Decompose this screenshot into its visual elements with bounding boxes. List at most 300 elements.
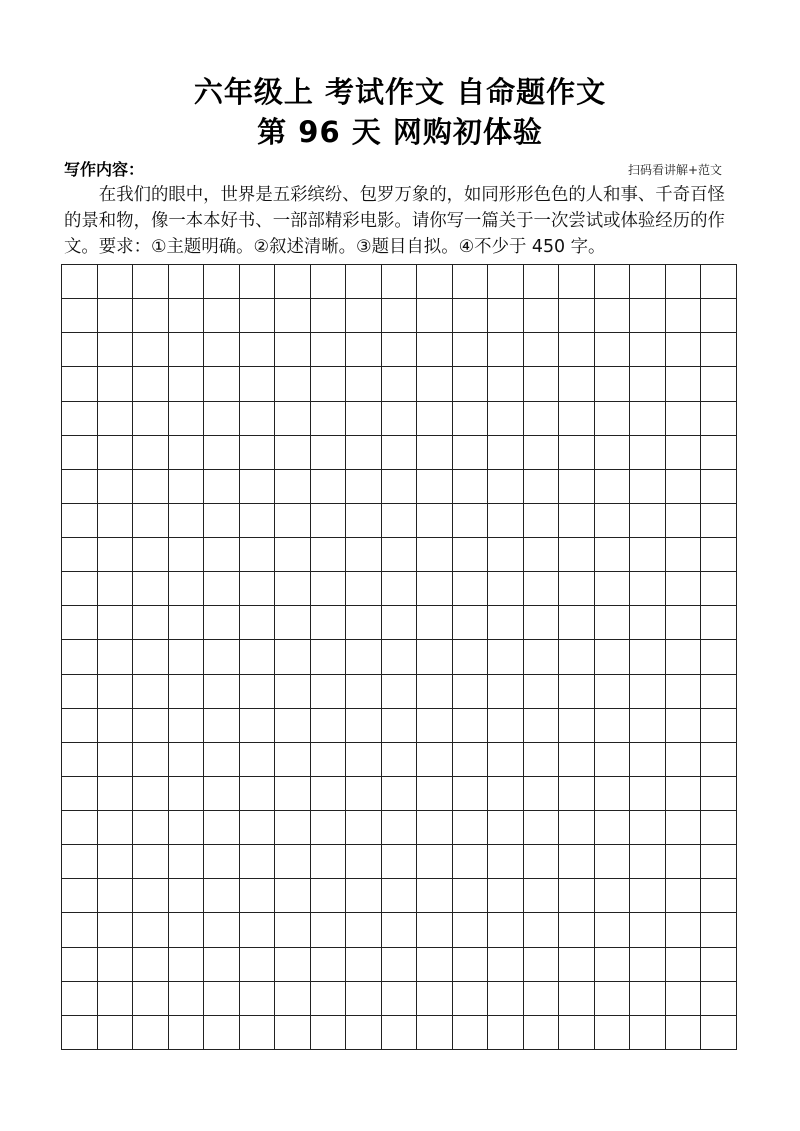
grid-cell <box>382 436 418 470</box>
grid-cell <box>275 675 311 709</box>
grid-cell <box>559 538 595 572</box>
grid-cell <box>666 640 702 674</box>
grid-cell <box>488 777 524 811</box>
grid-cell <box>133 913 169 947</box>
grid-cell <box>488 572 524 606</box>
grid-cell <box>169 743 205 777</box>
grid-cell <box>169 299 205 333</box>
grid-cell <box>169 402 205 436</box>
grid-cell <box>346 572 382 606</box>
grid-cell <box>453 436 489 470</box>
grid-cell <box>311 913 347 947</box>
grid-cell <box>240 777 276 811</box>
grid-cell <box>417 265 453 299</box>
grid-cell <box>595 879 631 913</box>
grid-cell <box>204 777 240 811</box>
grid-cell <box>595 845 631 879</box>
grid-cell <box>133 709 169 743</box>
grid-cell <box>630 845 666 879</box>
grid-cell <box>488 811 524 845</box>
grid-cell <box>630 743 666 777</box>
grid-cell <box>204 879 240 913</box>
grid-cell <box>133 948 169 982</box>
grid-cell <box>204 913 240 947</box>
grid-cell <box>559 402 595 436</box>
grid-cell <box>488 470 524 504</box>
grid-cell <box>133 675 169 709</box>
grid-cell <box>488 606 524 640</box>
grid-cell <box>62 913 98 947</box>
grid-cell <box>488 436 524 470</box>
grid-cell <box>666 709 702 743</box>
grid-cell <box>701 299 737 333</box>
grid-cell <box>169 811 205 845</box>
grid-cell <box>98 402 134 436</box>
grid-cell <box>346 606 382 640</box>
grid-cell <box>382 299 418 333</box>
grid-cell <box>666 333 702 367</box>
grid-cell <box>240 709 276 743</box>
grid-cell <box>382 572 418 606</box>
grid-cell <box>666 845 702 879</box>
grid-cell <box>382 606 418 640</box>
grid-cell <box>204 606 240 640</box>
grid-cell <box>311 504 347 538</box>
grid-cell <box>701 948 737 982</box>
grid-cell <box>595 299 631 333</box>
grid-cell <box>595 538 631 572</box>
grid-cell <box>311 367 347 401</box>
grid-cell <box>630 504 666 538</box>
grid-cell <box>204 436 240 470</box>
grid-cell <box>524 879 560 913</box>
grid-cell <box>204 845 240 879</box>
grid-cell <box>417 333 453 367</box>
grid-cell <box>133 811 169 845</box>
grid-cell <box>453 367 489 401</box>
grid-cell <box>98 299 134 333</box>
grid-cell <box>595 606 631 640</box>
grid-cell <box>630 299 666 333</box>
grid-cell <box>204 504 240 538</box>
grid-cell <box>346 299 382 333</box>
grid-cell <box>382 709 418 743</box>
grid-cell <box>453 333 489 367</box>
grid-cell <box>169 572 205 606</box>
grid-cell <box>62 299 98 333</box>
grid-cell <box>524 436 560 470</box>
grid-cell <box>62 367 98 401</box>
grid-cell <box>204 402 240 436</box>
grid-cell <box>169 913 205 947</box>
grid-cell <box>559 572 595 606</box>
grid-cell <box>133 743 169 777</box>
grid-cell <box>275 948 311 982</box>
grid-cell <box>240 1016 276 1050</box>
grid-cell <box>701 367 737 401</box>
grid-cell <box>275 367 311 401</box>
grid-cell <box>595 367 631 401</box>
grid-cell <box>453 299 489 333</box>
grid-cell <box>630 1016 666 1050</box>
grid-cell <box>630 640 666 674</box>
grid-cell <box>62 402 98 436</box>
grid-cell <box>630 402 666 436</box>
grid-cell <box>453 538 489 572</box>
grid-cell <box>666 402 702 436</box>
grid-cell <box>62 879 98 913</box>
grid-cell <box>204 572 240 606</box>
grid-cell <box>311 743 347 777</box>
grid-cell <box>311 572 347 606</box>
grid-cell <box>524 402 560 436</box>
grid-cell <box>524 1016 560 1050</box>
grid-cell <box>666 265 702 299</box>
grid-cell <box>382 675 418 709</box>
grid-cell <box>346 913 382 947</box>
grid-cell <box>275 879 311 913</box>
grid-cell <box>595 436 631 470</box>
grid-cell <box>62 1016 98 1050</box>
grid-cell <box>275 299 311 333</box>
grid-cell <box>311 982 347 1016</box>
grid-cell <box>488 913 524 947</box>
grid-cell <box>275 504 311 538</box>
grid-cell <box>133 640 169 674</box>
grid-cell <box>453 675 489 709</box>
grid-cell <box>275 538 311 572</box>
grid-cell <box>595 402 631 436</box>
grid-cell <box>169 777 205 811</box>
grid-cell <box>98 913 134 947</box>
grid-cell <box>559 1016 595 1050</box>
grid-cell <box>382 402 418 436</box>
grid-cell <box>630 470 666 504</box>
grid-cell <box>346 265 382 299</box>
grid-cell <box>204 675 240 709</box>
grid-cell <box>524 572 560 606</box>
grid-cell <box>559 367 595 401</box>
grid-cell <box>417 913 453 947</box>
grid-cell <box>417 606 453 640</box>
grid-cell <box>701 402 737 436</box>
grid-cell <box>559 845 595 879</box>
grid-cell <box>169 265 205 299</box>
grid-cell <box>701 470 737 504</box>
grid-cell <box>524 743 560 777</box>
grid-cell <box>524 504 560 538</box>
grid-cell <box>666 538 702 572</box>
grid-cell <box>666 367 702 401</box>
grid-cell <box>524 538 560 572</box>
grid-cell <box>98 777 134 811</box>
grid-cell <box>630 811 666 845</box>
grid-cell <box>559 265 595 299</box>
grid-cell <box>311 606 347 640</box>
grid-cell <box>417 1016 453 1050</box>
grid-cell <box>595 1016 631 1050</box>
grid-cell <box>559 436 595 470</box>
grid-cell <box>240 948 276 982</box>
grid-cell <box>62 606 98 640</box>
grid-cell <box>524 367 560 401</box>
grid-cell <box>133 367 169 401</box>
grid-cell <box>666 879 702 913</box>
grid-cell <box>133 606 169 640</box>
grid-cell <box>240 811 276 845</box>
grid-cell <box>240 504 276 538</box>
grid-cell <box>595 948 631 982</box>
grid-cell <box>240 470 276 504</box>
grid-cell <box>488 538 524 572</box>
grid-cell <box>382 333 418 367</box>
grid-cell <box>240 982 276 1016</box>
grid-cell <box>595 982 631 1016</box>
grid-cell <box>595 265 631 299</box>
grid-cell <box>595 811 631 845</box>
grid-cell <box>240 606 276 640</box>
grid-cell <box>701 504 737 538</box>
grid-cell <box>453 982 489 1016</box>
grid-cell <box>169 504 205 538</box>
grid-cell <box>275 333 311 367</box>
grid-cell <box>701 572 737 606</box>
grid-cell <box>311 538 347 572</box>
grid-cell <box>453 470 489 504</box>
grid-cell <box>204 470 240 504</box>
grid-cell <box>98 538 134 572</box>
grid-cell <box>133 265 169 299</box>
grid-cell <box>240 743 276 777</box>
grid-cell <box>204 1016 240 1050</box>
grid-cell <box>382 948 418 982</box>
grid-cell <box>311 948 347 982</box>
grid-cell <box>62 982 98 1016</box>
grid-cell <box>311 879 347 913</box>
grid-cell <box>630 333 666 367</box>
grid-cell <box>382 1016 418 1050</box>
grid-cell <box>98 504 134 538</box>
grid-cell <box>524 948 560 982</box>
grid-cell <box>62 333 98 367</box>
grid-cell <box>630 675 666 709</box>
grid-cell <box>275 572 311 606</box>
grid-cell <box>453 811 489 845</box>
grid-cell <box>524 606 560 640</box>
grid-cell <box>204 743 240 777</box>
qr-hint: 扫码看讲解+范文 <box>627 163 722 177</box>
grid-cell <box>275 982 311 1016</box>
grid-cell <box>133 402 169 436</box>
grid-cell <box>488 640 524 674</box>
grid-cell <box>346 675 382 709</box>
grid-cell <box>524 265 560 299</box>
grid-cell <box>453 948 489 982</box>
grid-cell <box>701 606 737 640</box>
grid-cell <box>240 402 276 436</box>
grid-cell <box>488 879 524 913</box>
grid-cell <box>133 436 169 470</box>
grid-cell <box>417 299 453 333</box>
grid-cell <box>311 777 347 811</box>
grid-cell <box>488 709 524 743</box>
grid-cell <box>417 743 453 777</box>
grid-cell <box>630 913 666 947</box>
grid-cell <box>701 845 737 879</box>
grid-cell <box>382 845 418 879</box>
grid-cell <box>701 436 737 470</box>
grid-cell <box>169 982 205 1016</box>
grid-cell <box>524 470 560 504</box>
grid-cell <box>275 470 311 504</box>
grid-cell <box>417 402 453 436</box>
grid-cell <box>630 572 666 606</box>
grid-cell <box>417 504 453 538</box>
grid-cell <box>630 436 666 470</box>
grid-cell <box>417 709 453 743</box>
grid-cell <box>488 333 524 367</box>
grid-cell <box>488 1016 524 1050</box>
grid-cell <box>346 811 382 845</box>
page-subtitle: 第 96 天 网购初体验 <box>257 115 543 149</box>
grid-cell <box>666 572 702 606</box>
grid-cell <box>701 640 737 674</box>
grid-cell <box>62 948 98 982</box>
grid-cell <box>275 845 311 879</box>
grid-cell <box>275 913 311 947</box>
grid-cell <box>488 675 524 709</box>
grid-cell <box>417 367 453 401</box>
grid-cell <box>133 879 169 913</box>
grid-cell <box>133 470 169 504</box>
grid-cell <box>346 948 382 982</box>
grid-cell <box>559 640 595 674</box>
grid-cell <box>630 265 666 299</box>
grid-cell <box>524 333 560 367</box>
grid-cell <box>62 845 98 879</box>
grid-cell <box>701 743 737 777</box>
grid-cell <box>98 265 134 299</box>
grid-cell <box>417 777 453 811</box>
grid-cell <box>98 436 134 470</box>
grid-cell <box>666 811 702 845</box>
grid-cell <box>240 572 276 606</box>
grid-cell <box>346 333 382 367</box>
grid-cell <box>701 265 737 299</box>
grid-cell <box>382 811 418 845</box>
grid-cell <box>275 436 311 470</box>
grid-cell <box>524 845 560 879</box>
grid-cell <box>666 777 702 811</box>
grid-cell <box>169 640 205 674</box>
grid-cell <box>559 913 595 947</box>
grid-cell <box>417 845 453 879</box>
grid-cell <box>559 606 595 640</box>
grid-cell <box>98 982 134 1016</box>
grid-cell <box>382 913 418 947</box>
grid-cell <box>169 675 205 709</box>
grid-cell <box>524 913 560 947</box>
grid-cell <box>701 777 737 811</box>
grid-cell <box>559 675 595 709</box>
grid-cell <box>275 743 311 777</box>
grid-cell <box>595 333 631 367</box>
grid-cell <box>346 402 382 436</box>
grid-cell <box>311 845 347 879</box>
grid-cell <box>62 436 98 470</box>
grid-cell <box>62 265 98 299</box>
grid-cell <box>346 879 382 913</box>
grid-cell <box>524 675 560 709</box>
grid-cell <box>169 1016 205 1050</box>
grid-cell <box>453 640 489 674</box>
grid-cell <box>98 333 134 367</box>
grid-cell <box>133 1016 169 1050</box>
grid-cell <box>275 709 311 743</box>
grid-cell <box>133 982 169 1016</box>
grid-cell <box>275 811 311 845</box>
grid-cell <box>630 948 666 982</box>
grid-cell <box>701 913 737 947</box>
grid-cell <box>559 333 595 367</box>
grid-cell <box>98 743 134 777</box>
grid-cell <box>595 470 631 504</box>
grid-cell <box>311 811 347 845</box>
grid-cell <box>240 538 276 572</box>
grid-cell <box>382 879 418 913</box>
grid-cell <box>630 879 666 913</box>
grid-cell <box>240 640 276 674</box>
grid-cell <box>346 1016 382 1050</box>
grid-cell <box>666 299 702 333</box>
writing-prompt: 在我们的眼中，世界是五彩缤纷、包罗万象的，如同形形色色的人和事、千奇百怪的景和物，像一本本好书、一部部精彩电影。请你写一篇关于一次尝试或体验经历的作文。要求：①主题明确。②叙述清晰。③题目自拟。④不少于 450 字。 <box>64 185 725 257</box>
grid-cell <box>204 333 240 367</box>
grid-cell <box>240 367 276 401</box>
grid-cell <box>559 982 595 1016</box>
grid-cell <box>240 333 276 367</box>
grid-cell <box>133 504 169 538</box>
grid-cell <box>559 948 595 982</box>
grid-cell <box>133 777 169 811</box>
grid-cell <box>453 606 489 640</box>
grid-cell <box>204 982 240 1016</box>
grid-cell <box>595 572 631 606</box>
grid-cell <box>488 982 524 1016</box>
grid-cell <box>169 948 205 982</box>
grid-cell <box>559 743 595 777</box>
grid-cell <box>133 333 169 367</box>
grid-cell <box>382 504 418 538</box>
grid-cell <box>488 948 524 982</box>
grid-cell <box>701 879 737 913</box>
grid-cell <box>204 538 240 572</box>
grid-cell <box>98 879 134 913</box>
grid-cell <box>62 470 98 504</box>
grid-cell <box>98 811 134 845</box>
grid-cell <box>311 640 347 674</box>
grid-cell <box>240 879 276 913</box>
grid-cell <box>595 709 631 743</box>
grid-cell <box>169 709 205 743</box>
grid-cell <box>488 299 524 333</box>
grid-cell <box>169 606 205 640</box>
grid-cell <box>453 913 489 947</box>
grid-cell <box>62 777 98 811</box>
grid-cell <box>524 811 560 845</box>
grid-cell <box>204 709 240 743</box>
grid-cell <box>559 299 595 333</box>
grid-cell <box>488 402 524 436</box>
